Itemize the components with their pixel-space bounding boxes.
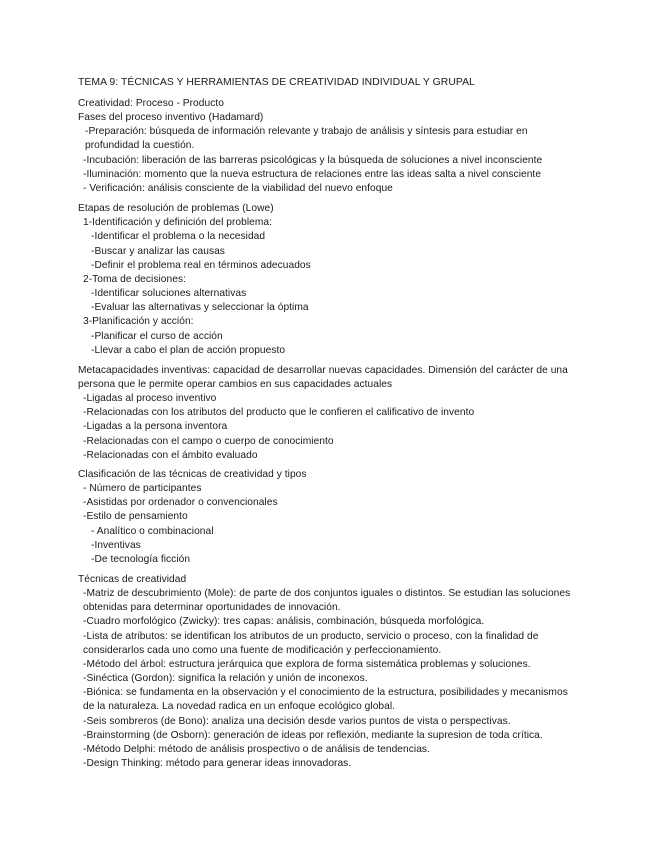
list-item: -Preparación: búsqueda de información relevante y trabajo de análisis y síntesis para estudiar en profundidad la cuestión. — [85, 126, 531, 152]
group-label: 3-Planificación y acción: — [83, 316, 194, 328]
list-item: -Relacionadas con el ámbito evaluado — [83, 449, 258, 461]
section-heading: Creatividad: Proceso - Producto — [78, 98, 224, 109]
list-subitem: - Analítico o combinacional — [91, 525, 214, 537]
list-item: -Evaluar las alternativas y seleccionar la óptima — [91, 302, 309, 314]
list-item: -Método Delphi: método de análisis prospectivo o de análisis de tendencias. — [83, 743, 430, 755]
list-item: -Biónica: se fundamenta en la observación y el conocimiento de la estructura, posibilidades y mecanismos de la naturaleza. La novedad radica en un enfoque ecológico global. — [83, 687, 571, 713]
list-item: -Design Thinking: método para generar ideas innovadoras. — [83, 758, 352, 770]
list-item: -Sinéctica (Gordon): significa la relación y unión de inconexos. — [83, 673, 368, 685]
group-label: 2-Toma de decisiones: — [83, 273, 186, 285]
list-item: -Incubación: liberación de las barreras psicológicas y la búsqueda de soluciones a nivel inconsciente — [83, 154, 543, 166]
list-item: -Cuadro morfológico (Zwicky): tres capas: análisis, combinación, búsqueda morfológica. — [83, 616, 485, 628]
list-item: -Ligadas al proceso inventivo — [83, 393, 217, 405]
group-label: 1-Identificación y definición del problema: — [83, 217, 273, 229]
list-item: -Ligadas a la persona inventora — [83, 421, 228, 433]
list-subitem: -Inventivas — [91, 539, 141, 551]
document-title: TEMA 9: TÉCNICAS Y HERRAMIENTAS DE CREATIVIDAD INDIVIDUAL Y GRUPAL — [78, 77, 475, 88]
document-page — [78, 76, 578, 771]
list-item: -Llevar a cabo el plan de acción propuesto — [91, 344, 286, 356]
list-item: -Método del árbol: estructura jerárquica que explora de forma sistemática problemas y soluciones. — [83, 658, 531, 670]
list-subitem: -De tecnología ficción — [91, 553, 191, 565]
list-item: -Iluminación: momento que la nueva estructura de relaciones entre las ideas salta a nivel consciente — [83, 168, 542, 180]
section-etapas-resolucion — [78, 202, 578, 358]
section-tecnicas — [78, 573, 578, 771]
list-item: -Relacionadas con los atributos del producto que le confieren el calificativo de invento — [83, 407, 475, 419]
list-item: -Asistidas por ordenador o convencionales — [83, 497, 278, 509]
list-item: -Seis sombreros (de Bono): analiza una decisión desde varios puntos de vista o perspectivas. — [83, 715, 511, 727]
section-heading: Técnicas de creatividad — [78, 574, 187, 585]
list-item: -Buscar y analizar las causas — [91, 245, 225, 257]
section-clasificacion — [78, 468, 578, 567]
list-item: - Verificación: análisis consciente de la viabilidad del nuevo enfoque — [83, 182, 393, 194]
list-item: -Relacionadas con el campo o cuerpo de conocimiento — [83, 435, 334, 447]
list-item: -Estilo de pensamiento — [83, 511, 188, 523]
list-item: -Lista de atributos: se identifican los atributos de un producto, servicio o proceso, con la finalidad de considerarlos cada uno como una fuente de modificación y perfeccionamiento. — [83, 630, 542, 656]
list-item: -Identificar soluciones alternativas — [91, 288, 247, 300]
section-heading: Etapas de resolución de problemas (Lowe) — [78, 203, 274, 215]
list-item: -Planificar el curso de acción — [91, 330, 223, 342]
list-item: -Identificar el problema o la necesidad — [91, 231, 266, 243]
section-metacapacidades — [78, 364, 578, 463]
list-item: -Matriz de descubrimiento (Mole): de parte de dos conjuntos iguales o distintos. Se estudian las soluciones obtenidas para determinar oportunidades de innovación. — [83, 588, 574, 614]
section-subheading: Fases del proceso inventivo (Hadamard) — [78, 112, 264, 124]
section-creatividad — [78, 97, 578, 196]
list-item: - Número de participantes — [83, 483, 202, 495]
section-heading: Metacapacidades inventivas: capacidad de desarrollar nuevas capacidades. Dimensión del carácter de una persona que le permite operar cambios en sus capacidades actuales — [78, 364, 571, 390]
list-item: -Brainstorming (de Osborn): generación de ideas por reflexión, mediante la supresion de toda crítica. — [83, 729, 543, 741]
section-heading: Clasificación de las técnicas de creatividad y tipos — [78, 468, 307, 480]
list-item: -Definir el problema real en términos adecuados — [91, 259, 311, 271]
